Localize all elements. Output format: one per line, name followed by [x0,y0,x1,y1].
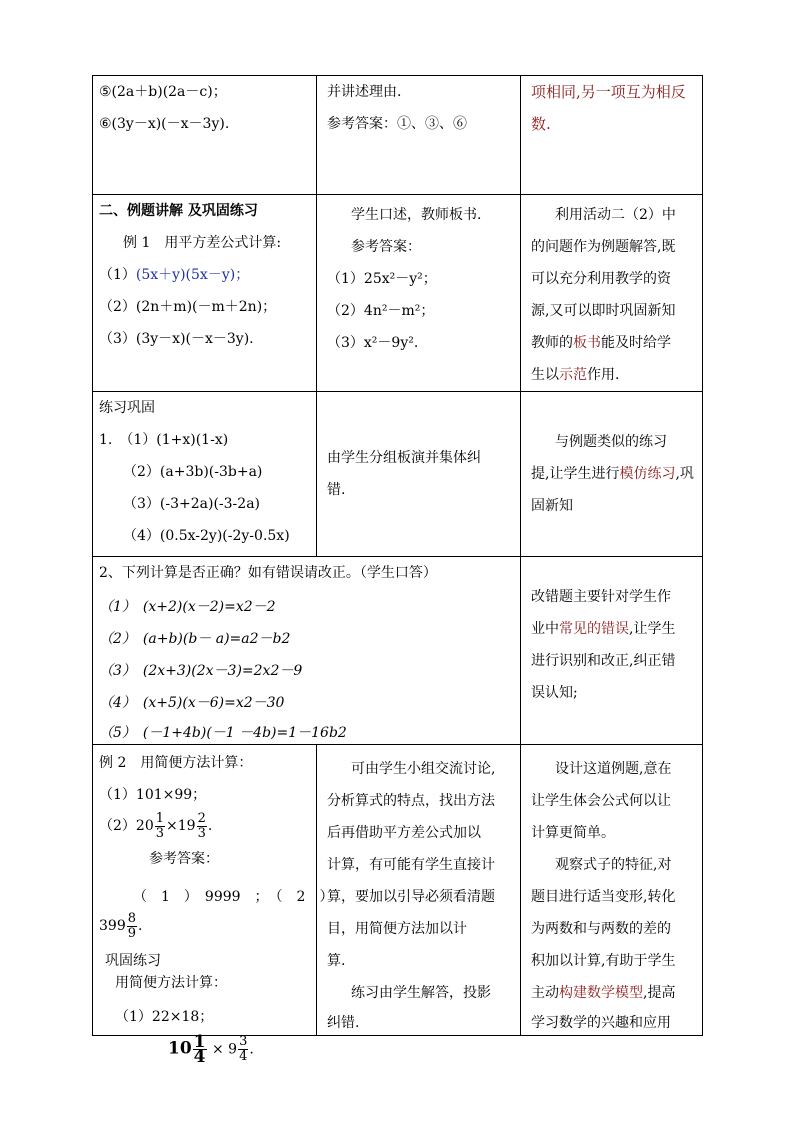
text-line: 错. [327,482,346,498]
text-line: 可由学生小组交流讨论, [351,761,496,777]
section-heading: 练习巩固 [99,400,155,416]
section-heading: 二、例题讲解 及巩固练习 [99,203,258,219]
table-row [93,557,703,745]
text-line: 积加以计算,有助于学生 [531,953,676,969]
text-line: 源,又可以即时巩固新知 [531,303,676,319]
text-line: 误认知; [531,685,578,701]
formula-line: （1）101×99； [99,787,207,803]
cell-content [93,392,317,557]
cell-activity [317,392,521,557]
text-line: 后再借助平方差公式加以 [327,825,481,841]
cell-activity [317,195,521,392]
exercise-line: （2）(a+3b)(-3b+a) [123,464,263,480]
text-line: 参考答案： [351,239,421,255]
text-line: 项相同,另一项互为相反 [531,83,686,101]
formula-line: ⑤(2a＋b)(2a－c)； [99,84,227,100]
answer-label: 参考答案： [149,851,219,867]
exercise-line: （1）22×18； [115,1009,214,1025]
text-line: 固新知 [531,498,573,514]
text-line: 由学生分组板演并集体纠 [327,450,481,466]
formula-line: （2）20 $\frac{1}{3}$ ×19 $\frac{2}{3}$ . [99,810,213,841]
text-line: 计算更简单。 [531,825,615,841]
text-line: 与例题类似的练习 [555,434,667,450]
text-line: 计算，有可能有学生直接计 [327,857,495,873]
cell-content [93,195,317,392]
table-row [93,392,703,557]
text-line: 改错题主要针对学生作 [531,589,671,605]
text-line: 为两数和与两数的差的 [531,921,671,937]
answer-line: （ 1 ） 9999 ； （ 2 ） [133,889,334,905]
text-line: 主动构建数学模型,提高 [531,985,676,1001]
cell-content [93,557,521,745]
text-line: 可以充分利用教学的资 [531,271,671,287]
formula-line: （1） (x+2)(x－2)=x2－2 [99,599,276,615]
formula-line: （4） (x+5)(x－6)=x2－30 [99,695,285,711]
text-line: 教师的板书能及时给学 [531,335,671,351]
cell-content [93,76,317,195]
example-title: 例 1 用平方差公式计算: [123,235,282,251]
text-line: 生以示范作用. [531,367,620,383]
formula-line: （2）(2n＋m)(－m＋2n)； [99,299,277,315]
cell-intent [521,195,703,392]
fraction: $\frac{8}{9}$ [127,910,137,941]
text-line: 数. [531,115,551,133]
exercise-title: 用简便方法计算： [115,975,227,991]
cell-intent [521,392,703,557]
exercise-line: （3）(-3+2a)(-3-2a) [123,496,260,512]
text-line: 参考答案：①、③、⑥ [327,116,467,132]
cell-content [93,745,334,1036]
text-line: 进行识别和改正,纠正错 [531,653,676,669]
fraction: $\frac{1}{3}$ [155,810,165,841]
text-line: 题目进行适当变形,转化 [531,889,676,905]
table-row [93,195,703,392]
text-line: 算，要加以引导必须看清题 [327,889,495,905]
answer-line: （3）x²－9y². [327,335,419,351]
answer-line: （2）4n²－m²； [327,303,435,319]
fraction: $\frac{3}{4}$ [239,1034,248,1064]
example-title: 例 2 用简便方法计算： [99,755,253,771]
formula-line: （3） (2x+3)(2x－3)=2x2－9 [99,663,303,679]
text-line: 利用活动二（2）中 [555,207,676,223]
text-line: 业中常见的错误,让学生 [531,621,676,637]
text-line: 学生口述，教师板书. [351,207,482,223]
exercise-line: （4）(0.5x-2y)(-2y-0.5x) [123,528,290,544]
text-line: 算. [327,953,346,969]
cell-activity [317,76,521,195]
formula-line: （5） (－1+4b)(－1 －4b)=1－16b2 [99,725,347,741]
cell-intent [521,557,703,745]
text-line: 观察式子的特征,对 [555,857,672,873]
text-line: 纠错. [327,1015,360,1031]
text-line: 并讲述理由. [327,84,402,100]
cell-intent [521,745,703,1036]
text-line: 分析算式的特点，找出方法 [327,793,495,809]
formula-line: （2） (a+b)(b－ a)=a2－b2 [99,631,291,647]
formula-line: （3）(3y－x)(－x－3y). [99,331,254,347]
text-line: 让学生体会公式何以让 [531,793,671,809]
text-line: 设计这道例题,意在 [555,761,672,777]
exercise-line: 1. （1）(1+x)(1-x) [99,432,229,448]
formula-line: ⑥(3y－x)(－x－3y). [99,116,230,132]
cell-activity [317,745,521,1036]
table-row [93,745,703,1036]
table-row [93,76,703,195]
answer-line: 399 $\frac{8}{9}$ . [99,910,143,941]
text-line: 提,让学生进行模仿练习,巩 [531,466,694,482]
text-line: 目，用简便方法加以计 [327,921,467,937]
fraction: $\frac{1}{4}$ [193,1032,206,1067]
formula-line: （1）(5x＋y)(5x－y)； [99,267,250,283]
fraction: $\frac{2}{3}$ [197,810,206,841]
text-line: 的问题作为例题解答,既 [531,239,676,255]
cell-intent [521,76,703,195]
text-line: 学习数学的兴趣和应用 [531,1015,671,1031]
question-heading: 2、下列计算是否正确？如有错误请改正。（学生口答） [99,565,437,581]
overflow-expression: 10 $\frac{1}{4}$ × 9 $\frac{3}{4}$ . [168,1032,254,1067]
section-heading: 巩固练习 [105,953,161,969]
lesson-plan-table [92,75,703,1036]
text-line: 练习由学生解答，投影 [351,985,491,1001]
answer-line: （1）25x²－y²； [327,271,437,287]
